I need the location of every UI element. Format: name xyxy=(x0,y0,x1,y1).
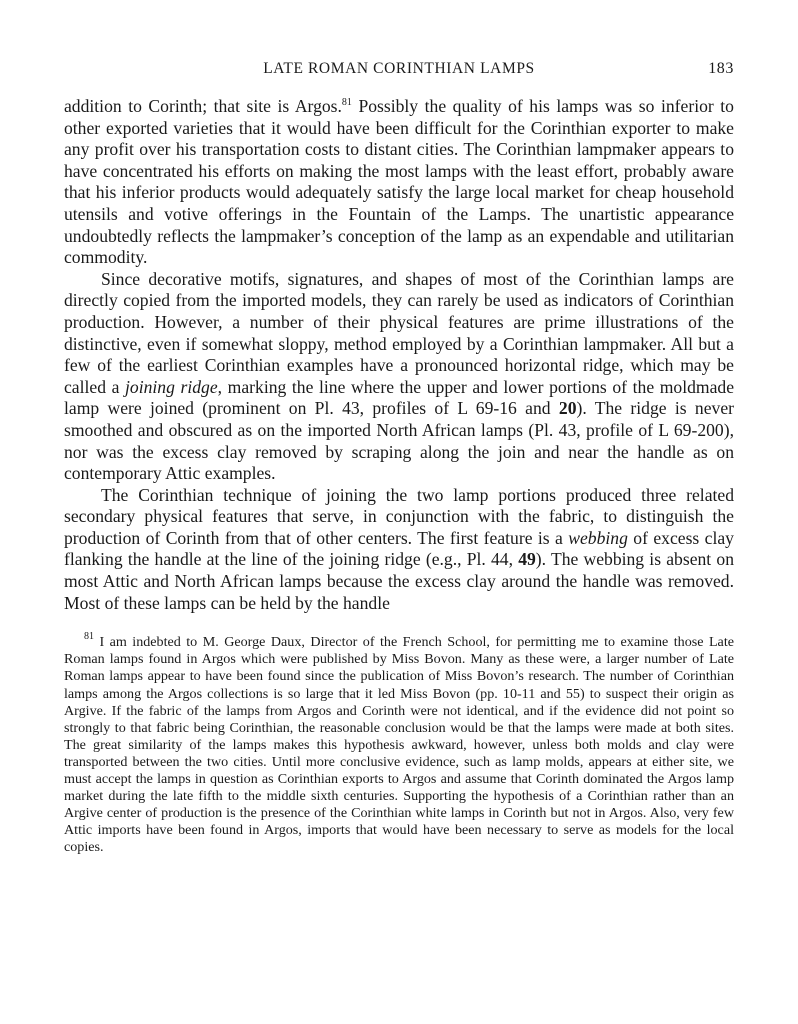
paragraph-3 xyxy=(64,485,734,615)
p2-catalog-number: 20 xyxy=(558,398,577,419)
page-number: 183 xyxy=(708,60,734,77)
footnote-81 xyxy=(64,631,734,856)
p3-catalog-number: 49 xyxy=(518,549,536,570)
running-title: LATE ROMAN CORINTHIAN LAMPS xyxy=(263,60,535,77)
paragraph-2 xyxy=(64,269,734,485)
footnote-text: I am indebted to M. George Daux, Director of the French School, for permitting me to examine those Late Roman lamps found in Argos which were published by Miss Bovon. Many as these were, a larger number of Late Roman lamps appear to have been found since the publication of Miss Bovon’s research. The number of Corinthian lamps among the Argos collections is so large that it led Miss Bovon (pp. 10-11 and 55) to suspect their origin as Argive. If the fabric of the lamps from Argos and Corinth were not identical, and if the evidence did not point so strongly to that fabric being Corinthian, the reasonable conclusion would be that the lamps were made at both sites. The great similarity of the lamps makes this hypothesis awkward, however, unless both molds and clay were transported between the two cities. Until more conclusive evidence, such as lamp molds, appears at either site, we must accept the lamps in question as Corinthian exports to Argos and assume that Corinth dominated the Argos lamp market during the late fifth to the middle sixth centuries. Supporting the hypothesis of a Corinthian rather than an Argive center of production is the presence of the Corinthian white lamps in Corinth but not in Argos. Also, very few Attic imports have been found in Argos, imports that would have been necessary to serve as models for the local copies. xyxy=(64,634,734,856)
footnote-reference: 81 xyxy=(341,97,352,108)
p3-text-b: of excess clay flanking the handle at the line of the joining ridge (e.g., Pl. 44, xyxy=(64,527,734,570)
p2-text-a: Since decorative motifs, signatures, and shapes of most of the Corinthian lamps are directly copied from the imported models, they can rarely be used as indicators of Corinthian production. However, a number of their physical features are prime illustrations of the distinctive, even if somewhat sloppy, method employed by a Corinthian lampmaker. All but a few of the earliest Corinthian examples have a pronounced horizontal ridge, which may be called a xyxy=(64,268,734,397)
p3-italic-term: webbing xyxy=(568,527,628,548)
body-text xyxy=(64,96,734,614)
paragraph-1 xyxy=(64,96,734,269)
p1-text-a: addition to Corinth; that site is Argos. xyxy=(64,96,342,116)
p1-text-b: Possibly the quality of his lamps was so inferior to other exported varieties that it would have been difficult for the Corinthian exporter to make any profit over his transportation costs to distant cities. The Corinthian lampmaker appears to have concentrated his efforts on making the most lamps with the least effort, probably aware that his inferior products would adequately satisfy the large local market for cheap household utensils and votive offerings in the Fountain of the Lamps. The unartistic appearance undoubtedly reflects the lampmaker’s conception of the lamp as an expendable and utilitarian commodity. xyxy=(64,96,734,268)
footnote xyxy=(64,631,734,856)
running-head xyxy=(64,58,734,84)
p2-text-b: , marking the line where the upper and lower portions of the moldmade lamp were joined (prominent on Pl. 43, profiles of L 69-16 and xyxy=(64,376,735,419)
page xyxy=(64,58,734,856)
footnote-marker: 81 xyxy=(84,631,94,643)
p3-text-a: The Corinthian technique of joining the two lamp portions produced three related secondary physical features that serve, in conjunction with the fabric, to distinguish the production of Corinth from that of other centers. The first feature is a xyxy=(64,484,734,548)
p2-italic-term: joining ridge xyxy=(125,376,218,397)
p3-text-c: ). The webbing is absent on most Attic and North African lamps because the excess clay around the handle was removed. Most of these lamps can be held by the handle xyxy=(64,549,735,613)
p2-text-c: ). The ridge is never smoothed and obscured as on the imported North African lamps (Pl. 43, profile of L 69-200), nor was the excess clay removed by scraping along the join and near the handle as on contemporary Attic examples. xyxy=(64,398,734,484)
